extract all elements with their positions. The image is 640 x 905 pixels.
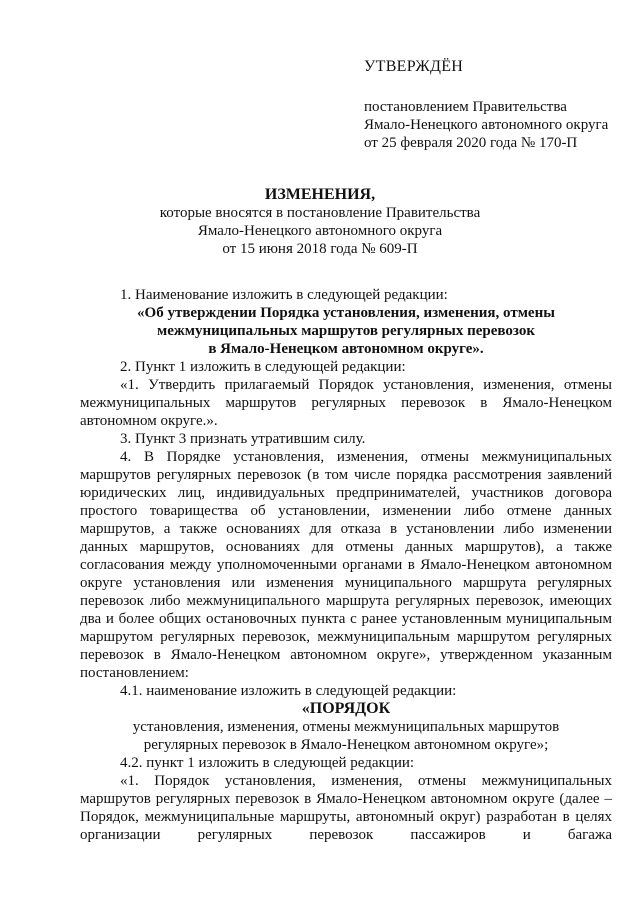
document-title: ИЗМЕНЕНИЯ, xyxy=(264,186,376,203)
order-subtitle-line: установления, изменения, отмены межмуниципальных маршрутов xyxy=(132,719,560,735)
item-2-text: «1. Утвердить прилагаемый Порядок установления, изменения, отмены межмуниципальных маршрутов регулярных перевозок в Ямало-Ненецком автономном округе.». xyxy=(80,377,612,429)
item-3: 3. Пункт 3 признать утратившим силу. xyxy=(120,431,366,447)
item-1-title-line: в Ямало-Ненецком автономном округе». xyxy=(208,341,484,357)
heading-line: от 15 июня 2018 года № 609-П xyxy=(222,241,418,257)
heading-line: Ямало-Ненецкого автономного округа xyxy=(197,223,443,239)
heading-line: которые вносятся в постановление Правительства xyxy=(159,205,481,221)
order-title: «ПОРЯДОК xyxy=(301,700,391,717)
item-4-2-text: «1. Порядок установления, изменения, отмены межмуниципальных маршрутов регулярных перевозок в Ямало-Ненецком автономном округе (далее – Порядок, межмуниципальные маршруты, автономный округ) разработан в целях организации регулярных перевозок пассажиров и багажа xyxy=(80,773,612,843)
document-heading xyxy=(0,185,640,258)
approval-line: Ямало-Ненецкого автономного округа xyxy=(364,117,609,133)
item-4: 4. В Порядке установления, изменения, отмены межмуниципальных маршрутов регулярных перевозок (в том числе порядка рассмотрения заявлений юридических лиц, индивидуальных предпринимателей, участников договора простого товарищества об установлении, изменении либо отмене данных маршрутов, а также основаниях для отказа в установлении либо изменении данных маршрутов, основаниях для отмены данных маршрутов), а также согласования между уполномоченными органами в Ямало-Ненецком автономном округе установления или изменения муниципального маршрута регулярных перевозок либо межмуниципального маршрута регулярных перевозок, имеющих два и более общих остановочных пункта с ранее установленным муниципальным маршрутом регулярных перевозок, межмуниципальным маршрутом регулярных перевозок в Ямало-Ненецком автономном округе», утвержденном указанным постановлением: xyxy=(80,449,612,681)
item-1: 1. Наименование изложить в следующей редакции: xyxy=(120,287,448,303)
item-4-1: 4.1. наименование изложить в следующей редакции: xyxy=(120,683,457,699)
approval-stamp xyxy=(364,58,608,152)
approval-line: от 25 февраля 2020 года № 170-П xyxy=(364,135,578,151)
approved-label: УТВЕРЖДЁН xyxy=(364,58,464,75)
item-2: 2. Пункт 1 изложить в следующей редакции: xyxy=(120,359,406,375)
item-1-title-line: «Об утверждении Порядка установления, изменения, отмены xyxy=(137,305,555,321)
item-4-2: 4.2. пункт 1 изложить в следующей редакции: xyxy=(120,755,415,771)
order-subtitle-line: регулярных перевозок в Ямало-Ненецком автономном округе»; xyxy=(143,737,549,753)
item-1-title-line: межмуниципальных маршрутов регулярных перевозок xyxy=(157,323,535,339)
document-body xyxy=(80,286,612,844)
approval-line: постановлением Правительства xyxy=(364,99,567,115)
